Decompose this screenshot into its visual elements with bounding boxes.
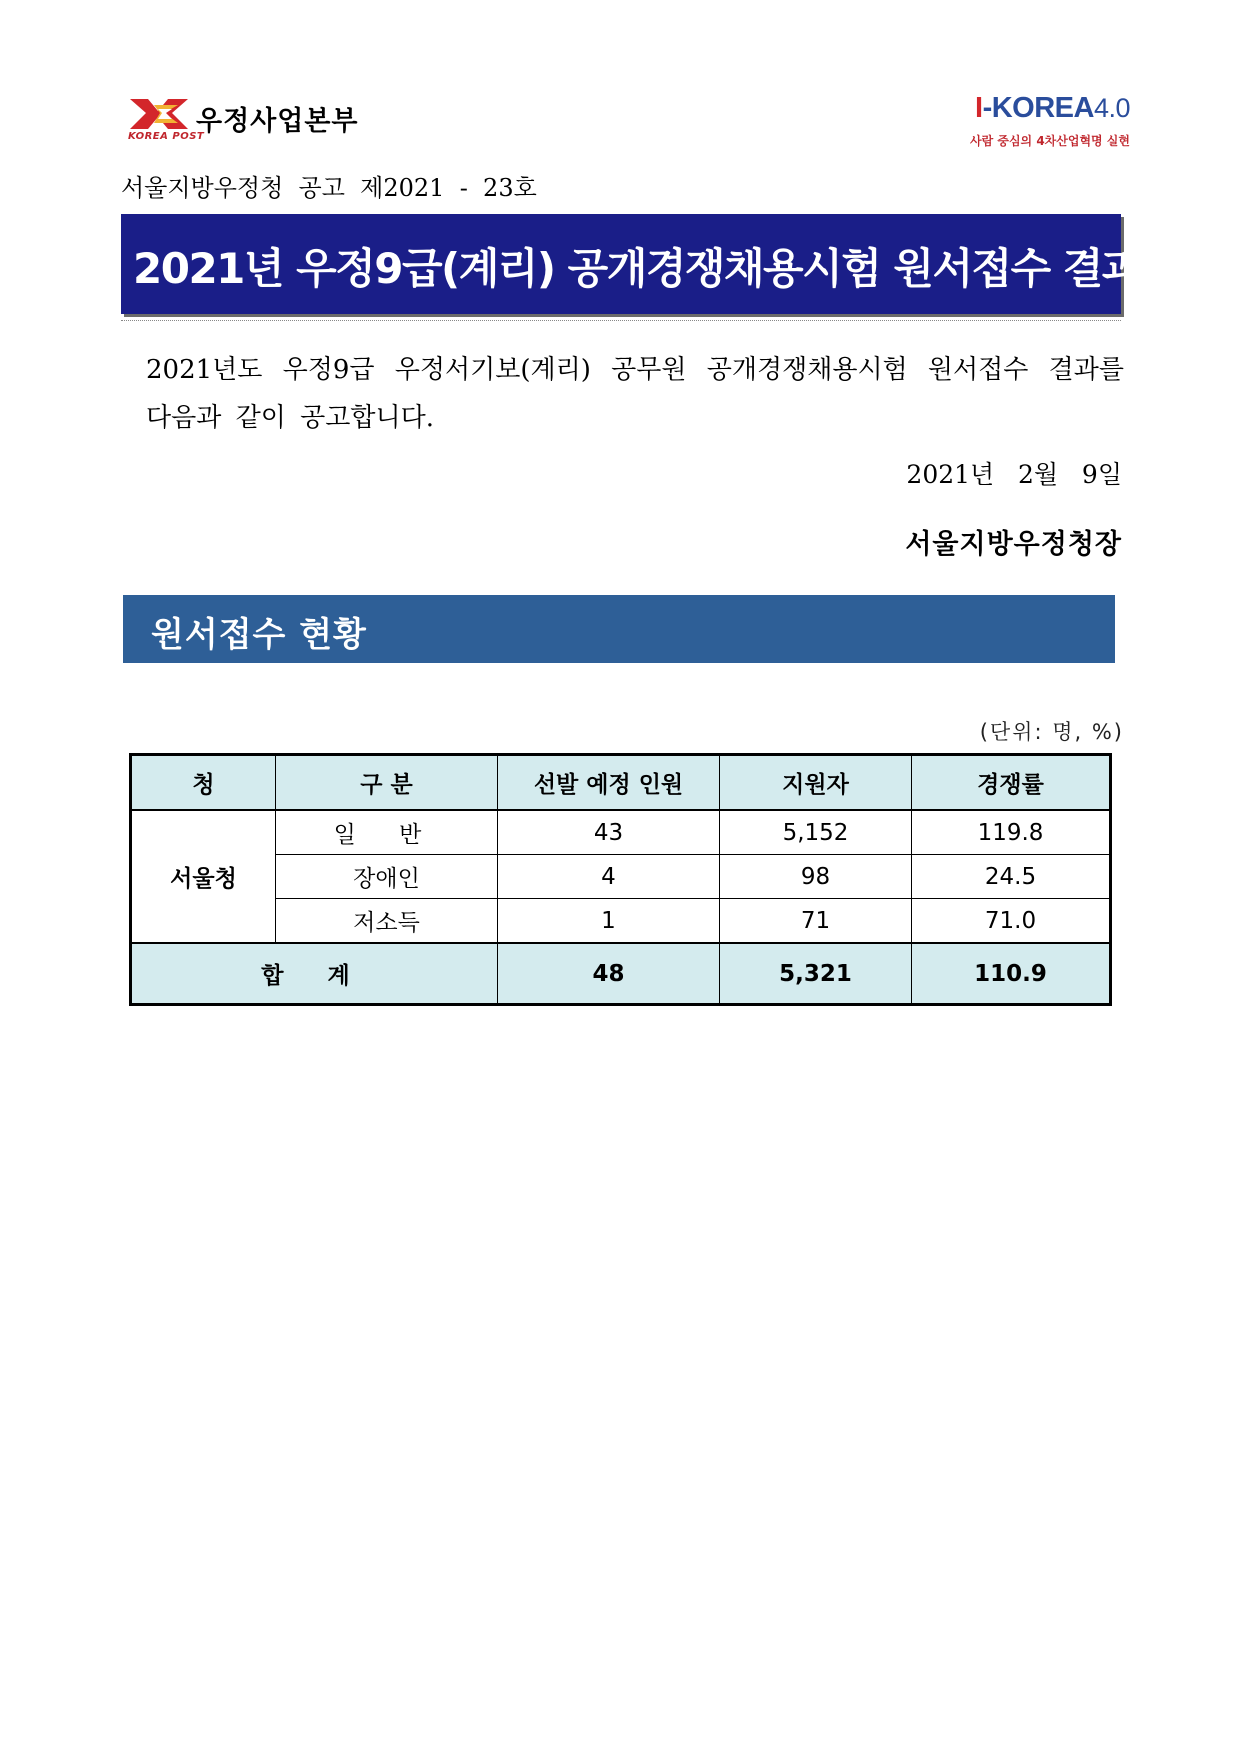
ikorea-version: 4.0 xyxy=(1093,93,1130,123)
type-cell: 저소득 xyxy=(276,899,498,944)
rate-cell: 119.8 xyxy=(912,810,1111,855)
notice-body: 2021년도 우정9급 우정서기보(계리) 공무원 공개경쟁채용시험 원서접수 결과를 다음과 같이 공고합니다. xyxy=(146,355,1124,433)
type-cell: 일 반 xyxy=(276,810,498,855)
header-region: 청 xyxy=(131,755,276,811)
signer: 서울지방우정청장 xyxy=(905,529,1122,560)
ikorea-slogan: 사람 중심의 4차산업혁명 실현 xyxy=(970,134,1130,148)
applicants-cell: 98 xyxy=(720,855,912,899)
rate-cell: 71.0 xyxy=(912,899,1111,944)
total-label: 합 계 xyxy=(131,943,498,1005)
title-divider xyxy=(121,320,1121,321)
header-applicants: 지원자 xyxy=(720,755,912,811)
header-rate: 경쟁률 xyxy=(912,755,1111,811)
total-quota: 48 xyxy=(498,943,720,1005)
region-cell: 서울청 xyxy=(131,810,276,943)
org-name: 우정사업본부 xyxy=(196,106,359,137)
total-rate: 110.9 xyxy=(912,943,1111,1005)
result-table xyxy=(129,753,1112,1006)
quota-cell: 4 xyxy=(498,855,720,899)
table-row xyxy=(131,899,1111,944)
applicants-cell: 5,152 xyxy=(720,810,912,855)
table-row xyxy=(131,855,1111,899)
quota-cell: 1 xyxy=(498,899,720,944)
org-sub: KOREA POST xyxy=(128,131,205,142)
notice-number: 서울지방우정청 공고 제2021 - 23호 xyxy=(121,174,537,202)
total-applicants: 5,321 xyxy=(720,943,912,1005)
total-row xyxy=(131,943,1111,1005)
korea-post-logo xyxy=(128,95,368,145)
page-title: 2021년 우정9급(계리) 공개경쟁채용시험 원서접수 결과 xyxy=(133,244,1141,293)
ikorea-rest: -KOREA xyxy=(982,92,1094,124)
section-title: 원서접수 현황 xyxy=(151,615,367,655)
table-row xyxy=(131,810,1111,855)
ikorea-i: I xyxy=(975,92,983,124)
rate-cell: 24.5 xyxy=(912,855,1111,899)
ikorea-logo xyxy=(940,92,1130,152)
type-cell: 장애인 xyxy=(276,855,498,899)
notice-date: 2021년 2월 9일 xyxy=(906,460,1122,489)
header-quota: 선발 예정 인원 xyxy=(498,755,720,811)
title-banner xyxy=(121,214,1141,314)
quota-cell: 43 xyxy=(498,810,720,855)
applicants-cell: 71 xyxy=(720,899,912,944)
unit-note: (단위: 명, %) xyxy=(979,720,1124,744)
section-header xyxy=(123,595,1115,663)
header-type: 구 분 xyxy=(276,755,498,811)
korea-post-emblem-icon xyxy=(128,95,192,133)
ikorea-title xyxy=(975,92,1130,125)
table-header-row xyxy=(131,755,1111,811)
